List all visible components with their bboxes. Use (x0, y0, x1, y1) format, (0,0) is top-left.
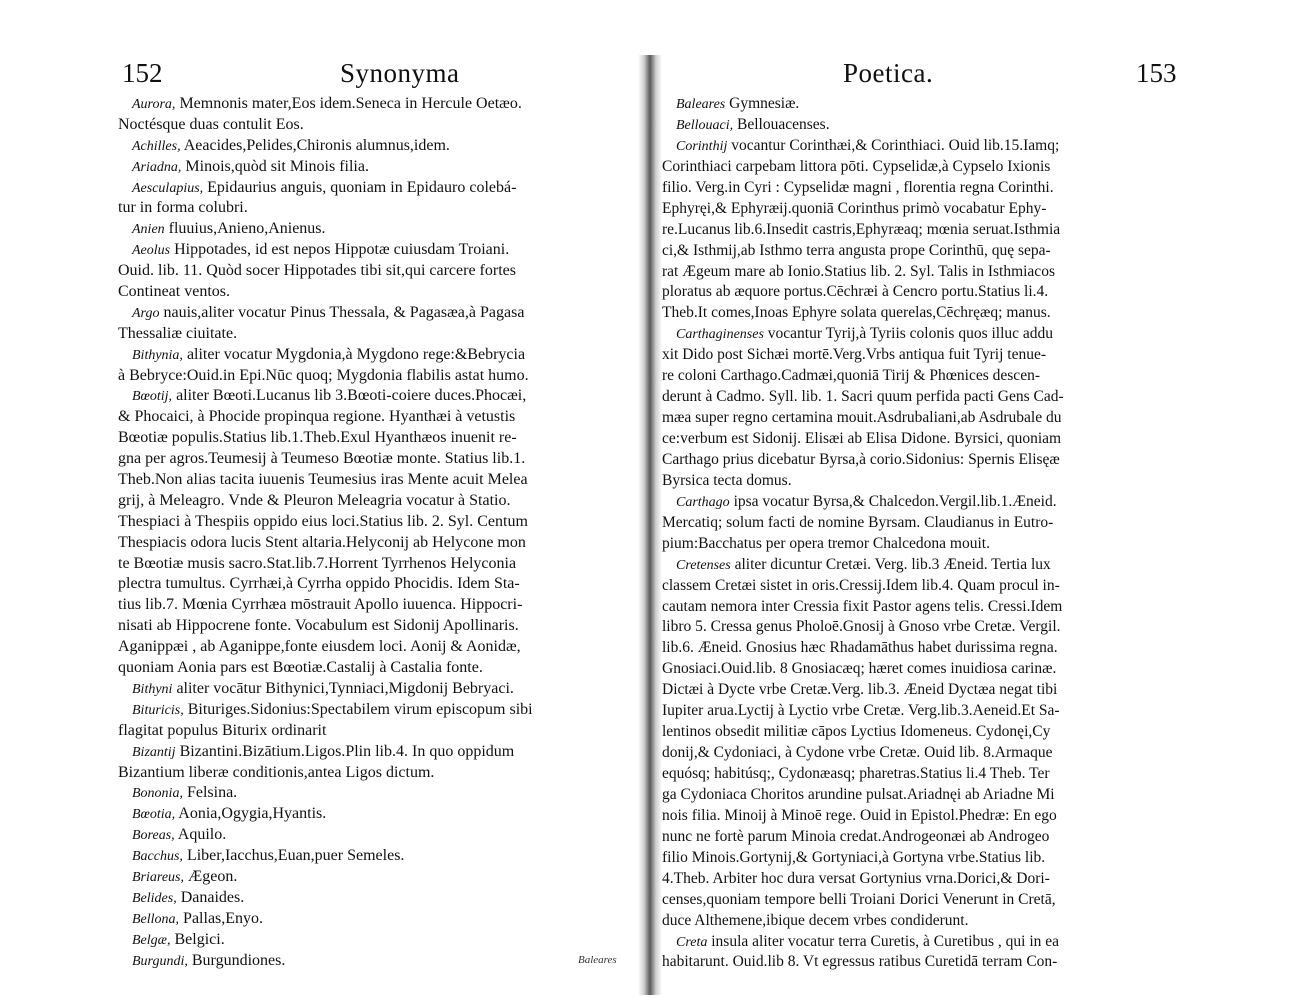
line-text: Memnonis mater,Eos idem.Seneca in Hercule Oetæo. (179, 95, 522, 112)
text-line (118, 407, 632, 428)
line-text: ci,& Isthmij,ab Isthmo terra angusta prope Corinthū, quę sepa- (662, 241, 1051, 259)
line-text: ipsa vocatur Byrsa,& Chalcedon.Vergil.lib.1.Æneid. (733, 492, 1057, 510)
text-line (118, 386, 632, 407)
text-line (662, 178, 1302, 199)
text-line (662, 848, 1302, 869)
lemma: Briareus, (132, 869, 184, 885)
text-line (118, 637, 632, 658)
text-line (662, 659, 1302, 680)
line-text: filio. Verg.in Cyri : Cypselidæ magni , florentia regna Corinthi. (662, 178, 1054, 196)
lemma: Corinthij (676, 138, 728, 154)
text-line (662, 115, 1302, 136)
line-text: tius lib.7. Mœnia Cyrrhæa mōstrauit Apollo iuuenca. Hippocri- (118, 596, 523, 614)
line-text: flagitat populus Biturix ordinarit (118, 721, 327, 739)
text-line (118, 658, 632, 679)
line-text: pium:Bacchatus per opera tremor Chalcedona mouit. (662, 534, 990, 552)
line-text: duce Althemene,ibique decem vrbes condiderunt. (662, 911, 969, 929)
line-text: Hippotades, id est nepos Hippotæ cuiusdam Troiani. (174, 241, 510, 259)
line-text: Aonia,Ogygia,Hyantis. (178, 805, 327, 823)
line-text: tur in forma colubri. (118, 199, 248, 217)
text-line (118, 909, 632, 930)
line-text: filio Minois.Gortynij,& Gortyniaci,à Gortyna vrbe.Statius lib. (662, 848, 1046, 866)
text-line (118, 804, 632, 825)
catchword: Baleares (578, 954, 617, 966)
line-text: Felsina. (186, 784, 238, 802)
lemma: Belides, (132, 890, 177, 906)
line-text: nunc ne fortè parum Minoia credat.Androgeonæi ab Androgeo (662, 827, 1050, 845)
line-text: Ægeon. (187, 867, 238, 885)
line-text: Epidaurius anguis, quoniam in Epidauro colebá- (207, 178, 517, 196)
lemma: Ariadna, (132, 159, 182, 175)
line-text: quoniam Aonia pars est Bœotiæ.Castalij à Castalia fonte. (118, 659, 483, 677)
line-text: ploratus ab æquore portus.Cēchræi à Cencro portu.Statius li.4. (662, 283, 1049, 301)
text-line (662, 743, 1302, 764)
line-text: equósq; habitúsq;, Cydonæasq; pharetras.Statius li.4 Theb. Ter (662, 765, 1050, 782)
line-text: aliter Bœoti.Lucanus lib 3.Bœoti-coiere duces.Phocæi, (176, 387, 527, 405)
lemma: Bacchus, (132, 849, 183, 865)
lemma: Bithynia, (132, 347, 183, 363)
text-line (118, 136, 632, 157)
line-text: nauis,aliter vocatur Pinus Thessala, & Pagasæa,à Pagasa (163, 303, 525, 321)
lemma: Aeolus (132, 243, 171, 259)
line-text: Carthago prius dicebatur Byrsa,à corio.Sidonius: Spernis Elisęæ (662, 450, 1060, 468)
text-line (118, 554, 632, 575)
text-line (118, 679, 632, 700)
running-head: Poetica. (843, 58, 934, 88)
line-text: Thespiacis odora lucis Stent altaria.Helyconij ab Helycone mon (118, 533, 526, 551)
text-line (662, 722, 1302, 743)
line-text: Aquilo. (177, 826, 227, 844)
text-line (118, 282, 632, 303)
text-line (118, 595, 632, 616)
line-text: re.Lucanus lib.6.Insedit castris,Ephyræaq; mœnia seruat.Isthmia (662, 220, 1061, 238)
line-text: lentinos obsedit militiæ cāpos Lyctius Idomeneus. Cydonęi,Cy (662, 723, 1051, 741)
text-line (118, 930, 632, 951)
text-line (662, 617, 1302, 638)
line-text: Burgundiones. (191, 951, 286, 969)
line-text: te Bœotiæ musis sacro.Stat.lib.7.Horrent Tyrrhenos Helyconia (118, 554, 517, 572)
text-line (118, 867, 632, 888)
text-line (118, 303, 632, 324)
line-text: Byrsica tecta domus. (662, 471, 792, 489)
line-text: plectra tumultus. Cyrrhæi,à Cyrrha oppido Phocidis. Idem Sta- (118, 575, 520, 593)
text-line (118, 888, 632, 909)
lemma: Bœotia, (132, 807, 176, 823)
line-text: libro 5. Cressa genus Pholoē.Gnosij à Gnoso vrbe Cretæ. Vergil. (662, 618, 1061, 636)
line-text: aliter vocatur Mygdonia,à Mygdono rege:&Bebrycia (186, 345, 526, 363)
line-text: xit Dido post Sichæi mortē.Verg.Vrbs antiqua fuit Tyrij tenue- (662, 346, 1047, 364)
left-page (0, 0, 640, 1000)
text-line (118, 533, 632, 554)
text-line (118, 512, 632, 533)
line-text: Gymnesiæ. (729, 95, 800, 112)
text-line (118, 763, 632, 784)
line-text: ce:verbum est Sidonij. Elisæi ab Elisa Didone. Byrsici, quoniam (662, 430, 1062, 447)
text-line (662, 241, 1302, 262)
lemma: Boreas, (132, 828, 175, 844)
text-line (662, 157, 1302, 178)
line-text: lib.6. Æneid. Gnosius hæc Rhadamāthus habet durissima regna. (662, 639, 1058, 657)
page-number: 153 (1136, 58, 1177, 88)
line-text: Pallas,Enyo. (183, 909, 264, 927)
text-line (662, 597, 1302, 618)
line-text: 4.Theb. Arbiter hoc dura versat Gortynius vrna.Dorici,& Dori- (662, 869, 1050, 887)
text-line (662, 199, 1302, 220)
line-text: Noctésque duas contulit Eos. (118, 115, 304, 133)
text-line (662, 513, 1302, 534)
lemma: Bellona, (132, 911, 180, 927)
text-line (118, 157, 632, 178)
text-line (662, 827, 1302, 848)
text-line (662, 701, 1302, 722)
text-line (662, 555, 1302, 576)
lemma: Carthaginenses (676, 327, 764, 343)
line-text: Minois,quòd sit Minois filia. (185, 157, 369, 175)
text-line (118, 825, 632, 846)
line-text: Bizantium liberæ conditionis,antea Ligos dictum. (118, 763, 435, 781)
line-text: nois filia. Minoij à Minoē rege. Ouid in Epistol.Phedræ: En ego (662, 806, 1057, 824)
text-line (118, 470, 632, 491)
line-text: derunt à Cadmo. Syll. lib. 1. Sacri quum perfida pacti Gens Cad- (662, 388, 1064, 406)
lemma: Argo (132, 305, 160, 321)
line-text: Liber,Iacchus,Euan,puer Semeles. (186, 847, 405, 865)
line-text: classem Cretæi sistet in oris.Cressij.Idem lib.4. Quam procul in- (662, 576, 1060, 594)
text-line (118, 324, 632, 345)
lemma: Burgundi, (132, 953, 188, 969)
text-line (118, 428, 632, 449)
page-number: 152 (122, 58, 163, 88)
lemma: Aesculapius, (132, 180, 204, 196)
text-line (662, 303, 1302, 324)
text-line (662, 492, 1302, 513)
line-text: Gnosiaci.Ouid.lib. 8 Gnosiacæq; hæret comes inuidiosa carinæ. (662, 660, 1057, 678)
text-line (662, 932, 1302, 953)
text-line (662, 806, 1302, 827)
text-line (118, 846, 632, 867)
text-line (662, 136, 1302, 157)
text-line (118, 783, 632, 804)
text-line (118, 115, 632, 136)
line-text: Dictæi à Dycte vrbe Cretæ.Verg. lib.3. Æneid Dyctæa negat tibi (662, 681, 1058, 699)
text-line (662, 952, 1302, 973)
text-line (118, 574, 632, 595)
line-text: rat Ægeum mare ab Ionio.Statius lib. 2. Syl. Talis in Isthmiacos (662, 262, 1055, 280)
lemma: Carthago (676, 494, 730, 510)
text-line (662, 387, 1302, 408)
line-text: vocantur Tyrij,à Tyriis colonis quos illuc addu (767, 325, 1054, 343)
line-text: Bizantini.Bizātium.Ligos.Plin lib.4. In quo oppidum (179, 742, 515, 760)
text-line (118, 951, 632, 972)
lemma: Bituricis, (132, 702, 184, 718)
lemma: Bœotij, (132, 389, 173, 405)
line-text: Ephyręi,& Ephyræij.quoniā Corinthus primò vocabatur Ephy- (662, 199, 1047, 217)
text-line (662, 534, 1302, 555)
line-text: Corinthiaci carpebam littora pōti. Cypselidæ,à Cypselo Ixionis (662, 157, 1051, 175)
lemma: Creta (676, 934, 708, 950)
line-text: à Bebryce:Ouid.in Epi.Nūc quoq; Mygdonia flabilis astat humo. (118, 366, 529, 384)
right-entries (662, 94, 1302, 973)
text-line (662, 471, 1302, 492)
text-line (662, 869, 1302, 890)
text-line (118, 198, 632, 219)
text-line (662, 764, 1302, 785)
line-text: censes,quoniam tempore belli Troiani Dorici Venerunt in Cretā, (662, 890, 1056, 908)
line-text: insula aliter vocatur terra Curetis, à Curetibus , qui in ea (711, 932, 1060, 950)
text-line (118, 261, 632, 282)
lemma: Bellouaci, (676, 117, 734, 133)
lemma: Cretenses (676, 557, 731, 573)
text-line (662, 680, 1302, 701)
line-text: Contineat ventos. (118, 283, 230, 301)
lemma: Anien (132, 222, 165, 238)
line-text: Iupiter arua.Lyctij à Lyctio vrbe Cretæ. Verg.lib.3.Aeneid.Et Sa- (662, 702, 1060, 720)
line-text: Thespiaci à Thespiis oppido eius loci.Statius lib. 2. Syl. Centum (118, 512, 528, 530)
line-text: Bellouacenses. (737, 115, 830, 133)
line-text: donij,& Cydoniaci, à Cydone vrbe Cretæ. Ouid lib. 8.Armaque (662, 744, 1053, 762)
text-line (118, 742, 632, 763)
line-text: Mercatiq; solum facti de nomine Byrsam. Claudianus in Eutro- (662, 513, 1054, 531)
text-line (662, 429, 1302, 450)
line-text: Aganippæi , ab Aganippe,fonte eiusdem loci. Aonij & Aonidæ, (118, 638, 521, 656)
line-text: Thessaliæ ciuitate. (118, 324, 238, 342)
line-text: Bœotiæ populis.Statius lib.1.Theb.Exul Hyanthæos inuenit re- (118, 429, 517, 447)
right-page (660, 0, 1314, 1000)
line-text: fluuius,Anieno,Anienus. (168, 220, 326, 238)
text-line (118, 240, 632, 261)
line-text: habitarunt. Ouid.lib 8. Vt egressus ratibus Curetidā terram Con- (662, 953, 1058, 971)
text-line (662, 890, 1302, 911)
lemma: Bononia, (132, 786, 183, 802)
text-line (118, 721, 632, 742)
line-text: & Phocaici, à Phocide propinqua regione. Hyanthæi à vetustis (118, 408, 516, 426)
line-text: gna per agros.Teumesij à Teumeso Bœotiæ monte. Statius lib.1. (118, 450, 526, 468)
line-text: Theb.Non alias tacita iuuenis Teumesius iras Mente acuit Melea (118, 471, 528, 489)
text-line (662, 911, 1302, 932)
line-text: ga Cydoniaca Choritos arundine pulsat.Ariadnęi ab Ariadne Mi (662, 785, 1055, 803)
line-text: aliter dicuntur Cretæi. Verg. lib.3 Æneid. Tertia lux (734, 555, 1051, 573)
line-text: Ouid. lib. 11. Quòd socer Hippotades tibi sit,qui carcere fortes (118, 262, 516, 280)
text-line (662, 785, 1302, 806)
text-line (662, 220, 1302, 241)
text-line (662, 638, 1302, 659)
text-line (662, 408, 1302, 429)
lemma: Bithyni (132, 681, 173, 697)
line-text: Theb.It comes,Inoas Ephyre solata querelas,Cēchręæq; manus. (662, 304, 1051, 322)
lemma: Belgæ, (132, 932, 171, 948)
line-text: vocantur Corinthæi,& Corinthiaci. Ouid lib.15.Iamq; (731, 136, 1060, 154)
line-text: grij, à Meleagro. Vnde & Pleuron Meleagria vocatur à Statio. (118, 491, 511, 509)
text-line (662, 366, 1302, 387)
text-line (662, 324, 1302, 345)
line-text: cautam nemora inter Cressia fixit Pastor agens telis. Cressi.Idem (662, 597, 1063, 615)
line-text: Danaides. (180, 888, 245, 906)
text-line (662, 450, 1302, 471)
text-line (118, 219, 632, 240)
lemma: Aurora, (132, 97, 176, 112)
text-line (118, 94, 632, 115)
text-line (118, 616, 632, 637)
text-line (662, 345, 1302, 366)
text-line (662, 576, 1302, 597)
book-gutter (638, 55, 662, 995)
lemma: Baleares (676, 97, 726, 112)
text-line (118, 366, 632, 387)
lemma: Bizantij (132, 744, 176, 760)
text-line (662, 94, 1302, 115)
lemma: Achilles, (132, 138, 181, 154)
line-text: re coloni Carthago.Cadmæi,quoniā Tirij & Phœnices descen- (662, 367, 1040, 385)
text-line (118, 178, 632, 199)
running-head: Synonyma (340, 58, 460, 88)
text-line (118, 700, 632, 721)
left-entries (118, 94, 632, 971)
line-text: Belgici. (174, 930, 225, 948)
text-line (118, 345, 632, 366)
line-text: nisati ab Hippocrene fonte. Vocabulum est Sidonij Apollinaris. (118, 617, 519, 635)
line-text: aliter vocātur Bithynici,Tynniaci,Migdonij Bebryaci. (176, 679, 514, 697)
line-text: Bituriges.Sidonius:Spectabilem virum episcopum sibi (187, 700, 533, 718)
line-text: mæa super regno certamina mouit.Asdrubaliani,ab Asdrubale du (662, 409, 1062, 427)
text-line (118, 491, 632, 512)
text-line (118, 449, 632, 470)
text-line (662, 282, 1302, 303)
text-line (662, 262, 1302, 283)
line-text: Aeacides,Pelides,Chironis alumnus,idem. (183, 136, 450, 154)
